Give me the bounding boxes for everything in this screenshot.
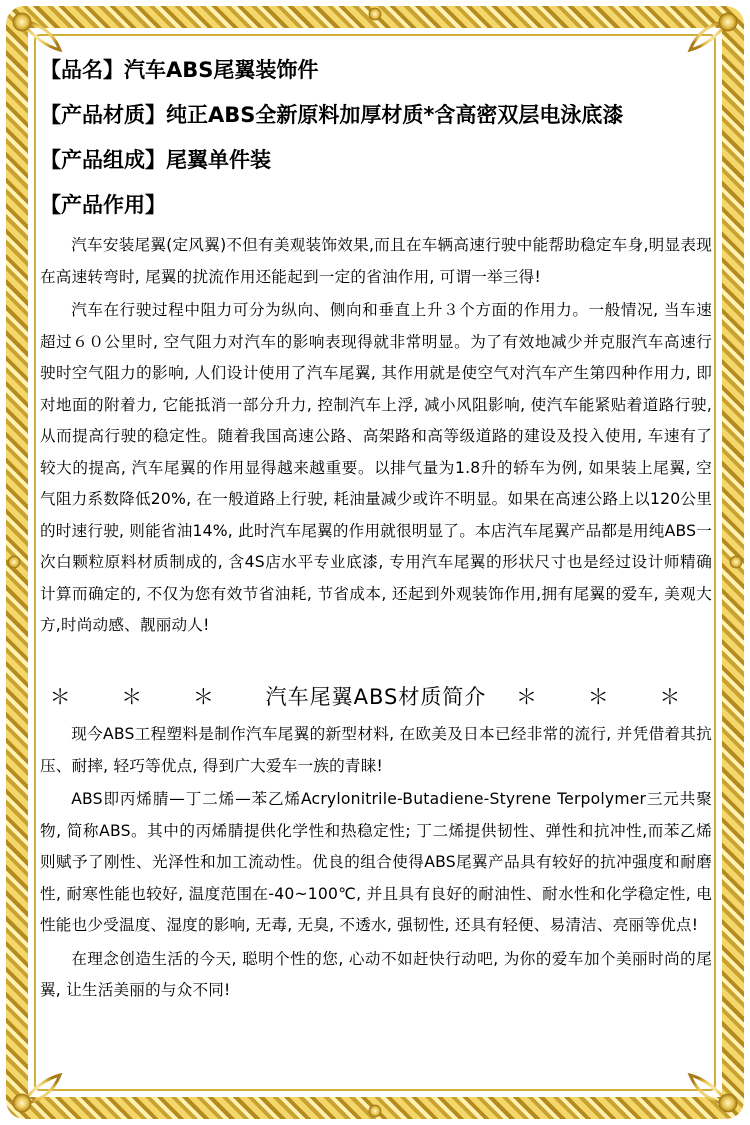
product-composition-line: 【产品组成】尾翼单件装 xyxy=(40,148,271,172)
abs-section-title-text: 汽车尾翼ABS材质简介 xyxy=(265,684,487,709)
function-paragraph: 汽车在行驶过程中阻力可分为纵向、侧向和垂直上升３个方面的作用力。一般情况, 当车速超过６０公里时, 空气阻力对汽车的影响表现得就非常明显。为了有效地减少并克服汽车高速行驶时空气阻力的影响, 人们设计使用了汽车尾翼, 其作用就是使空气对汽车产生第四种作用力, 即对地面的附着力, 它能抵消一部分升力, 控制汽车上浮, 减小风阻影响, 使汽车能紧贴着道路行驶, 从而提高行驶的稳定性。随着我国高速公路、高架路和高等级道路的建设及投入使用, 车速有了较大的提高, 汽车尾翼的作用显得越来越重要。以排气量为1.8升的轿车为例, 如果装上尾翼, 空气阻力系数降低20%, 在一般道路上行驶, 耗油量减少或许不明显。如果在高速公路上以120公里的时速行驶, 则能省油14%, 此时汽车尾翼的作用就很明显了。本店汽车尾翼产品都是用纯ABS一次白颗粒原料材质制成的, 含4S店水平专业底漆, 专用汽车尾翼的形状尺寸也是经过设计师精确计算而确定的, 不仅为您有效节省油耗, 节省成本, 还起到外观装饰作用,拥有尾翼的爱车, 美观大方,时尚动感、靓丽动人! xyxy=(40,301,712,634)
abs-paragraph: 在理念创造生活的今天, 聪明个性的您, 心动不如赶快行动吧, 为你的爱车加个美丽时尚的尾翼, 让生活美丽的与众不同! xyxy=(40,949,712,999)
product-name-line: 【品名】汽车ABS尾翼装饰件 xyxy=(40,58,319,82)
product-description xyxy=(40,48,712,1007)
product-function-heading: 【产品作用】 xyxy=(40,193,166,217)
abs-paragraph: 现今ABS工程塑料是制作汽车尾翼的新型材料, 在欧美及日本已经非常的流行, 并凭借着其抗压、耐摔, 轻巧等优点, 得到广大爱车一族的青睐! xyxy=(40,725,712,775)
abs-section-title xyxy=(40,682,712,714)
function-paragraph: 汽车安装尾翼(定风翼)不但有美观装饰效果,而且在车辆高速行驶中能帮助稳定车身,明显表现在高速转弯时, 尾翼的扰流作用还能起到一定的省油作用, 可谓一举三得! xyxy=(40,236,712,286)
product-material-line: 【产品材质】纯正ABS全新原料加厚材质*含高密双层电泳底漆 xyxy=(40,103,624,127)
stars-left: ＊ ＊ ＊ xyxy=(49,684,236,709)
abs-paragraph: ABS即丙烯腈—丁二烯—苯乙烯Acrylonitrile-Butadiene-Styrene Terpolymer三元共聚物, 简称ABS。其中的丙烯腈提供化学性和热稳定性; 丁二烯提供韧性、弹性和抗冲性,而苯乙烯则赋予了刚性、光泽性和加工流动性。优良的组合使得ABS尾翼产品具有较好的抗冲强度和耐磨性, 耐寒性能也较好, 温度范围在-40~100℃, 并且具有良好的耐油性、耐水性和化学稳定性, 电性能也少受温度、湿度的影响, 无毒, 无臭, 不透水, 强韧性, 还具有轻便、易清洁、亮丽等优点! xyxy=(40,790,712,934)
stars-right: ＊ ＊ ＊ xyxy=(516,684,703,709)
